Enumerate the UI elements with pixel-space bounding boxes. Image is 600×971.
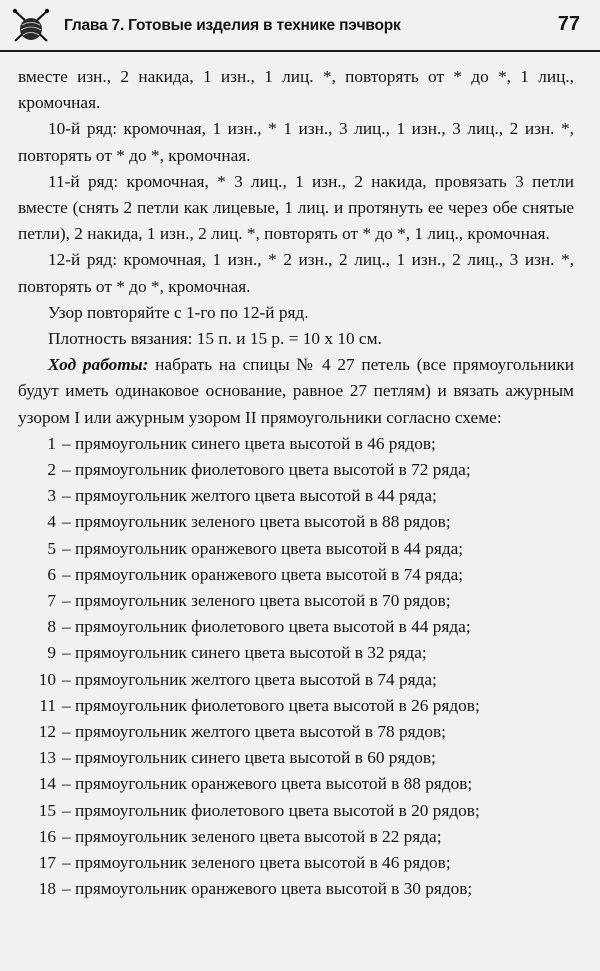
- work-paragraph: [18, 352, 574, 431]
- list-item-dash: –: [62, 538, 75, 558]
- list-item-number: 2: [47, 460, 56, 480]
- list-item-text: прямоугольник фиолетового цвета высотой в 20 рядов;: [74, 800, 480, 820]
- list-item: [18, 431, 574, 457]
- list-item-number: 16: [38, 826, 56, 846]
- list-item-dash: –: [62, 826, 75, 846]
- list-item: [18, 509, 574, 535]
- list-item-number: 5: [47, 538, 56, 558]
- list-item-number: 8: [47, 617, 56, 637]
- list-item: [18, 457, 574, 483]
- list-item: [18, 614, 574, 640]
- list-item-number: 17: [38, 853, 56, 873]
- list-item: [18, 693, 574, 719]
- list-item-dash: –: [62, 695, 75, 715]
- list-item-text: прямоугольник фиолетового цвета высотой в 26 рядов;: [74, 695, 480, 715]
- list-item-text: прямоугольник синего цвета высотой в 60 рядов;: [74, 748, 436, 768]
- list-item-dash: –: [62, 486, 75, 506]
- list-item-text: прямоугольник оранжевого цвета высотой в 30 рядов;: [74, 879, 473, 899]
- work-lead: Ход работы:: [48, 355, 149, 375]
- list-item: [18, 745, 574, 771]
- list-item-dash: –: [62, 564, 75, 584]
- paragraph: 12-й ряд: кромочная, 1 изн., * 2 изн., 2 лиц., 1 изн., 2 лиц., 3 изн. *, повторять от * до *, кромочная.: [18, 250, 574, 296]
- list-item-dash: –: [62, 879, 75, 899]
- work-text: набрать на спицы № 4 27 петель (все прямоугольники будут иметь одинаковое основание, равное 27 петлям) и вязать ажурным узором I или ажурным узором II прямоугольники согласно схеме:: [18, 355, 574, 427]
- list-item: [18, 483, 574, 509]
- list-item-number: 10: [38, 669, 56, 689]
- paragraph: Узор повторяйте с 1-го по 12-й ряд.: [48, 302, 309, 322]
- list-item: [18, 876, 574, 902]
- paragraph: Плотность вязания: 15 п. и 15 р. = 10 х 10 см.: [48, 329, 382, 349]
- list-item-dash: –: [62, 774, 75, 794]
- list-item-number: 4: [47, 512, 56, 532]
- list-item: [18, 719, 574, 745]
- list-item-text: прямоугольник желтого цвета высотой в 78 рядов;: [74, 722, 446, 742]
- list-item-number: 13: [38, 748, 56, 768]
- list-item-dash: –: [62, 853, 75, 873]
- list-item: [18, 798, 574, 824]
- list-item-text: прямоугольник синего цвета высотой в 46 рядов;: [74, 433, 436, 453]
- list-item-text: прямоугольник зеленого цвета высотой в 46 рядов;: [74, 853, 451, 873]
- list-item-number: 1: [47, 433, 56, 453]
- list-item-text: прямоугольник синего цвета высотой в 32 ряда;: [74, 643, 427, 663]
- list-item: [18, 588, 574, 614]
- paragraph: 10-й ряд: кромочная, 1 изн., * 1 изн., 3 лиц., 1 изн., 3 лиц., 2 изн. *, повторять от * до *, кромочная.: [18, 119, 574, 165]
- list-item: [18, 824, 574, 850]
- chapter-title: Глава 7. Готовые изделия в технике пэчворк: [64, 17, 401, 34]
- list-item-text: прямоугольник зеленого цвета высотой в 70 рядов;: [74, 591, 451, 611]
- list-item-number: 12: [38, 722, 56, 742]
- list-item-text: прямоугольник желтого цвета высотой в 74 ряда;: [74, 669, 437, 689]
- list-item: [18, 667, 574, 693]
- page-body: [18, 64, 574, 903]
- list-item-text: прямоугольник фиолетового цвета высотой в 72 ряда;: [74, 460, 471, 480]
- list-item-dash: –: [62, 800, 75, 820]
- list-item-dash: –: [62, 617, 75, 637]
- list-item-text: прямоугольник оранжевого цвета высотой в 88 рядов;: [74, 774, 473, 794]
- list-item-number: 9: [47, 643, 56, 663]
- list-item-text: прямоугольник зеленого цвета высотой в 88 рядов;: [74, 512, 451, 532]
- list-item-dash: –: [62, 722, 75, 742]
- list-item-number: 18: [38, 879, 56, 899]
- list-item-dash: –: [62, 748, 75, 768]
- list-item-dash: –: [62, 669, 75, 689]
- list-item: [18, 771, 574, 797]
- page-number: 77: [557, 13, 580, 35]
- list-item-number: 7: [47, 591, 56, 611]
- list-item: [18, 562, 574, 588]
- rectangle-list: [18, 431, 574, 903]
- list-item-number: 6: [47, 564, 56, 584]
- list-item-text: прямоугольник зеленого цвета высотой в 22 ряда;: [74, 826, 442, 846]
- paragraph: 11-й ряд: кромочная, * 3 лиц., 1 изн., 2 накида, провязать 3 петли вместе (снять 2 петли как лицевые, 1 лиц. и протянуть ее через обе снятые петли), 2 накида, 1 изн., 2 лиц. *, повторять от * до *, 1 лиц., кромочная.: [18, 171, 574, 244]
- list-item-dash: –: [62, 460, 75, 480]
- yarn-ball-with-needles-icon: [12, 8, 50, 44]
- list-item-text: прямоугольник оранжевого цвета высотой в 74 ряда;: [74, 564, 464, 584]
- list-item-text: прямоугольник фиолетового цвета высотой в 44 ряда;: [74, 617, 471, 637]
- list-item-number: 15: [38, 800, 56, 820]
- list-item-text: прямоугольник желтого цвета высотой в 44 ряда;: [74, 486, 437, 506]
- list-item-number: 11: [39, 695, 56, 715]
- list-item: [18, 536, 574, 562]
- list-item-dash: –: [62, 643, 75, 663]
- paragraph: вместе изн., 2 накида, 1 изн., 1 лиц. *, повторять от * до *, 1 лиц., кромочная.: [18, 67, 574, 113]
- list-item-dash: –: [62, 512, 75, 532]
- list-item-text: прямоугольник оранжевого цвета высотой в 44 ряда;: [74, 538, 464, 558]
- list-item-number: 3: [47, 486, 56, 506]
- list-item-dash: –: [62, 433, 75, 453]
- list-item-dash: –: [62, 591, 75, 611]
- page-header: [0, 0, 600, 52]
- list-item: [18, 640, 574, 666]
- list-item-number: 14: [38, 774, 56, 794]
- list-item: [18, 850, 574, 876]
